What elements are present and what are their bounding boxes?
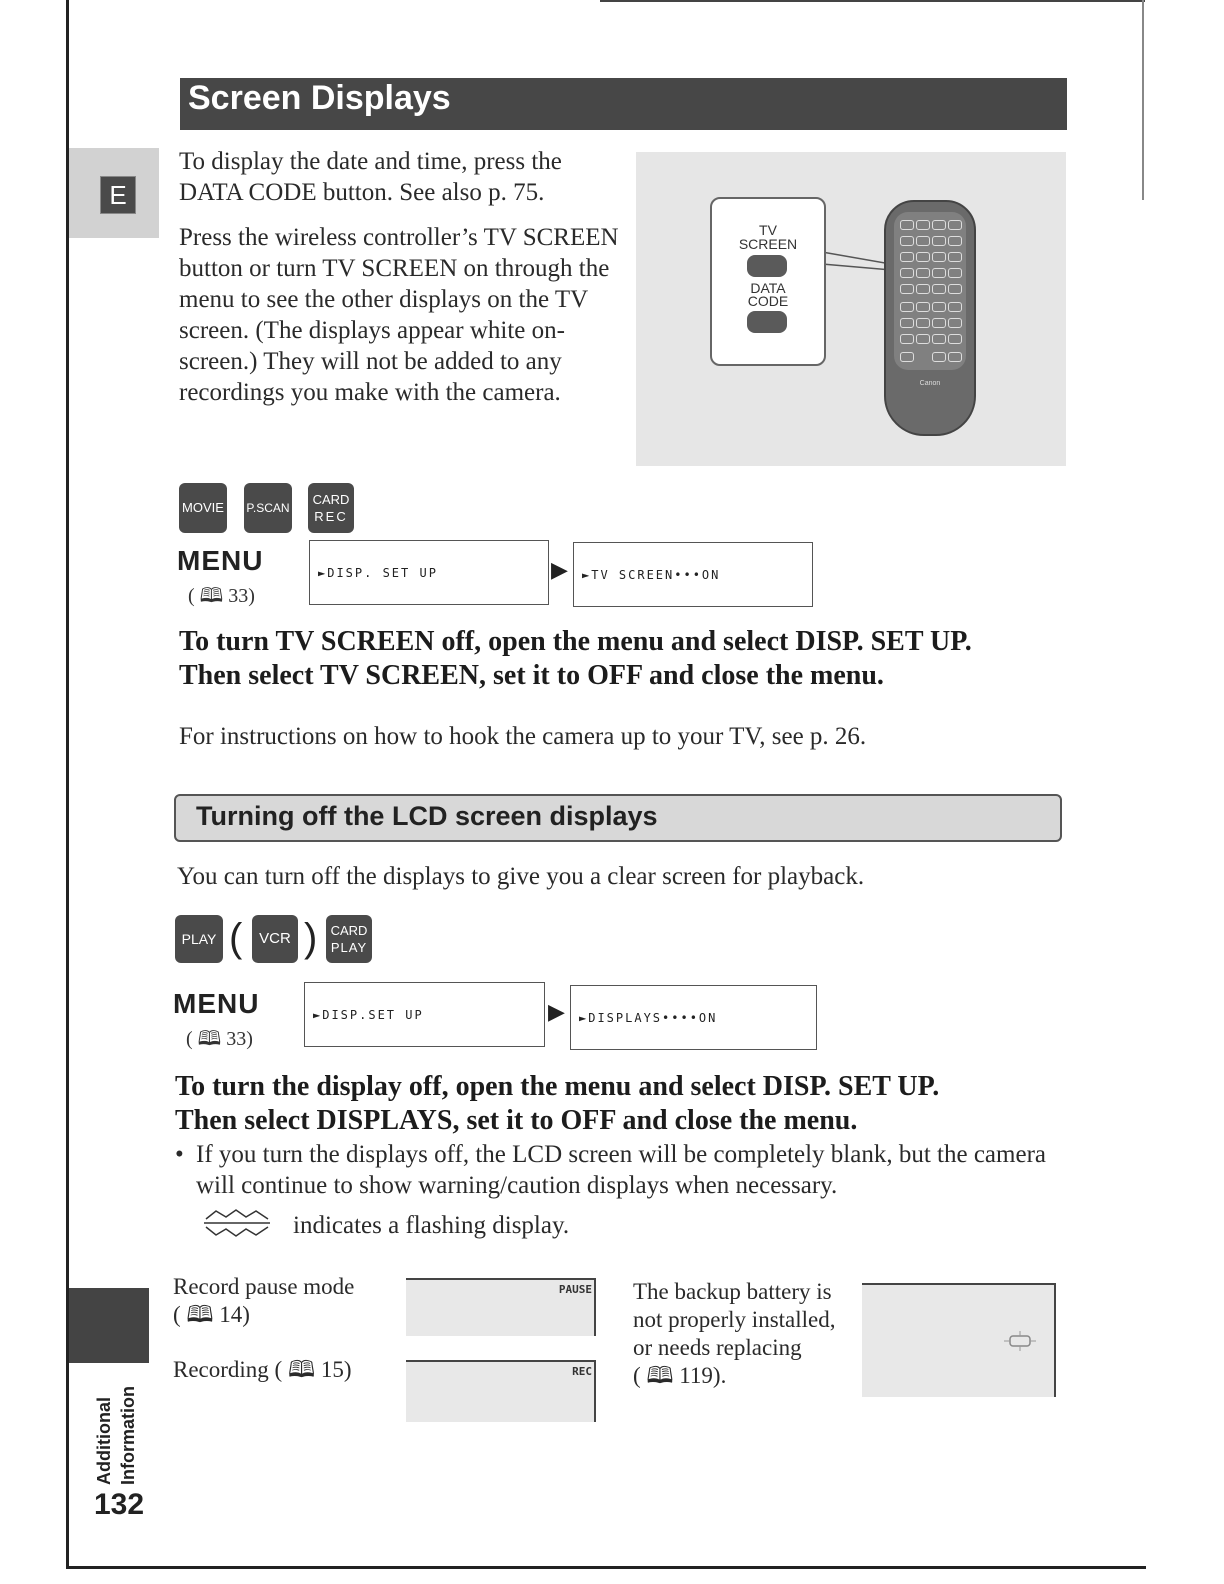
data-label: DATA xyxy=(750,280,786,296)
record-pause-label: Record pause mode xyxy=(173,1274,355,1299)
page-number: 132 xyxy=(94,1488,145,1521)
close-paren: ) xyxy=(304,916,318,960)
instruction-tv-screen-line2: Then select TV SCREEN, set it to OFF and close the menu. xyxy=(179,660,884,691)
instruction-display-line2: Then select DISPLAYS, set it to OFF and close the menu. xyxy=(175,1105,858,1136)
card-play-mode-icon: CARD PLAY xyxy=(326,915,372,963)
menu-page-ref-2: ( 🕮 33) xyxy=(186,1028,253,1050)
battery-note-line3: or needs replacing xyxy=(633,1335,802,1360)
instruction-tv-screen-line1: To turn TV SCREEN off, open the menu and select DISP. SET UP. xyxy=(179,626,972,657)
menu-screen-tv-screen: ►TV SCREEN•••ON xyxy=(573,542,813,607)
flashing-display-icon xyxy=(200,1207,274,1239)
callout-lines xyxy=(636,152,1066,466)
pause-display-screen: PAUSE xyxy=(406,1278,596,1336)
rec-display-screen: REC xyxy=(406,1360,596,1422)
bullet-mark: • xyxy=(175,1141,184,1168)
screen-label: SCREEN xyxy=(738,236,798,252)
tv-screen-button xyxy=(747,255,787,277)
button-callout xyxy=(710,197,826,366)
remote-key-panel xyxy=(894,212,966,370)
blank-screen-note: If you turn the displays off, the LCD screen will be completely blank, but the camera will continue to show warning/caution displays when necessary. xyxy=(196,1141,1046,1199)
battery-note-ref: ( 🕮 119). xyxy=(633,1363,727,1388)
language-tab-letter: E xyxy=(100,176,136,214)
menu-label-2: MENU xyxy=(173,988,260,1019)
vcr-mode-icon: VCR xyxy=(252,915,298,963)
top-page-rule xyxy=(600,0,1145,2)
record-pause-ref: ( 🕮 14) xyxy=(173,1302,250,1327)
battery-note-line2: not properly installed, xyxy=(633,1307,836,1332)
menu-page-ref: ( 🕮 33) xyxy=(188,585,255,607)
remote-brand: Canon xyxy=(919,380,941,387)
code-label: CODE xyxy=(747,293,789,309)
right-page-rule xyxy=(1142,0,1144,200)
menu-label: MENU xyxy=(177,545,264,576)
battery-display-screen xyxy=(862,1283,1056,1397)
tv-hookup-note: For instructions on how to hook the camera up to your TV, see p. 26. xyxy=(179,723,867,750)
instruction-display-line1: To turn the display off, open the menu and select DISP. SET UP. xyxy=(175,1071,940,1102)
remote-controller xyxy=(884,200,976,436)
pscan-mode-icon: P.SCAN xyxy=(244,483,292,533)
section-tab-block xyxy=(69,1288,149,1363)
data-code-button xyxy=(747,311,787,333)
intro-paragraph-2: Press the wireless controller’s TV SCREEN button or turn TV SCREEN on through the menu to see the other displays on the TV screen. (The displays appear white on-screen.) They will not be added to any recordings you make with the camera. xyxy=(179,224,619,406)
menu-screen-disp-setup: ►DISP. SET UP xyxy=(309,540,549,605)
menu-arrow-icon-2: ▶ xyxy=(548,1000,565,1025)
movie-mode-icon: MOVIE xyxy=(179,483,227,533)
menu-arrow-icon: ▶ xyxy=(551,558,568,583)
menu-screen-disp-setup-2: ►DISP.SET UP xyxy=(304,982,545,1047)
tv-label: TV xyxy=(759,222,777,238)
play-mode-icon: PLAY xyxy=(175,915,223,963)
intro-paragraph-1: To display the date and time, press the DATA CODE button. See also p. 75. xyxy=(179,148,562,206)
subsection-title: Turning off the LCD screen displays xyxy=(174,794,1062,842)
battery-note-line1: The backup battery is xyxy=(633,1279,832,1304)
section-tab-label: Additional Information xyxy=(94,1386,138,1485)
subsection-intro: You can turn off the displays to give you a clear screen for playback. xyxy=(177,863,865,890)
recording-label: Recording ( 🕮 15) xyxy=(173,1357,352,1382)
flashing-display-note: indicates a flashing display. xyxy=(293,1212,570,1239)
page-title: Screen Displays xyxy=(180,78,1067,130)
open-paren: ( xyxy=(229,916,243,960)
backup-battery-flashing-icon xyxy=(1002,1331,1038,1351)
card-rec-mode-icon: CARD REC xyxy=(308,483,354,533)
bottom-page-rule xyxy=(66,1566,1146,1569)
menu-screen-displays: ►DISPLAYS••••ON xyxy=(570,985,817,1050)
